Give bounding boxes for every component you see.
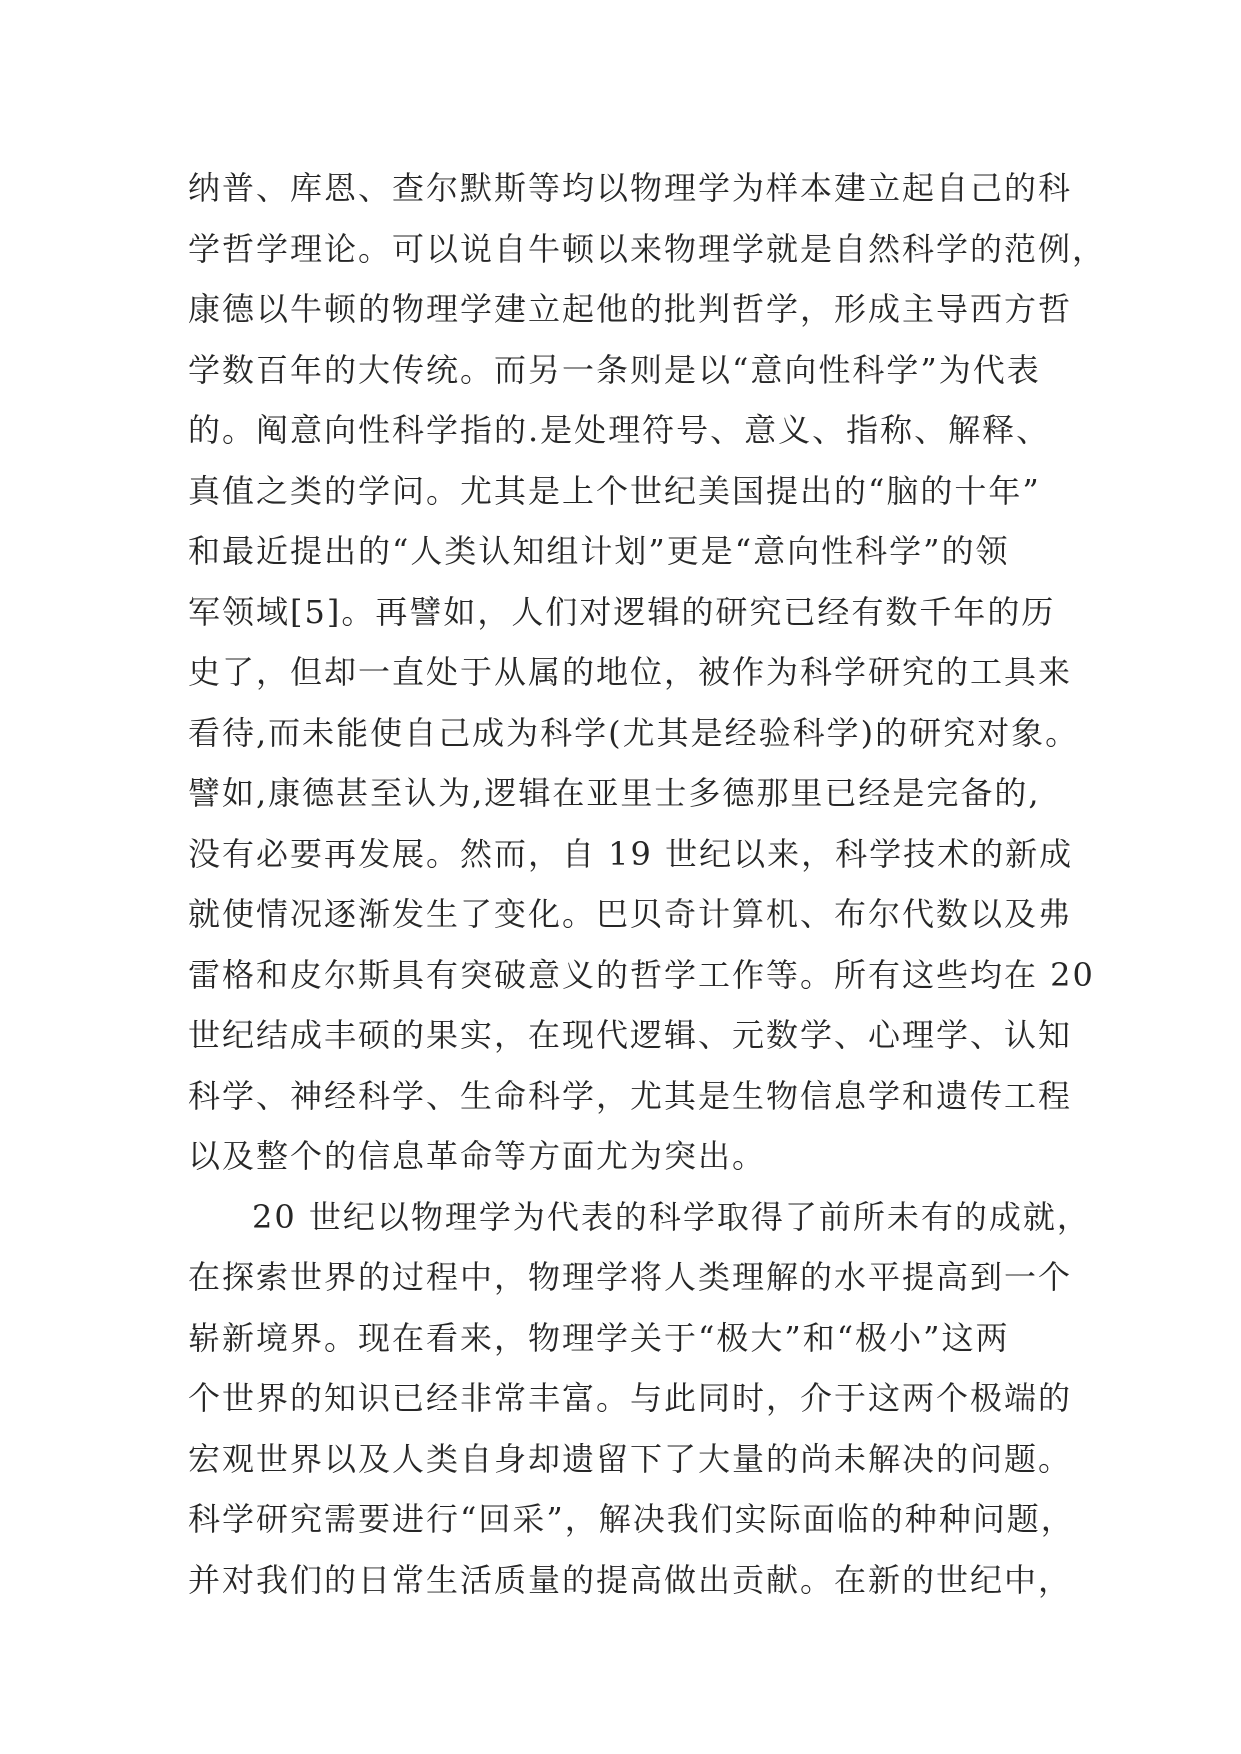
text-line: 以及整个的信息革命等方面尤为突出。	[188, 1137, 767, 1175]
text-line: 世纪结成丰硕的果实，在现代逻辑、元数学、心理学、认知	[188, 1016, 1073, 1054]
text-line: 军领域[5]。再譬如，人们对逻辑的研究已经有数千年的历	[188, 592, 1056, 631]
text-line: 学哲学理论。可以说自牛顿以来物理学就是自然科学的范例，	[188, 229, 1107, 268]
text-line: 雷格和皮尔斯具有突破意义的哲学工作等。所有这些均在 20	[188, 955, 1095, 994]
text-line: 宏观世界以及人类自身却遗留下了大量的尚未解决的问题。	[188, 1439, 1073, 1478]
text-line: 学数百年的大传统。而另一条则是以“意向性科学”为代表	[188, 350, 1041, 389]
text-line: 就使情况逐渐发生了变化。巴贝奇计算机、布尔代数以及弗	[188, 895, 1073, 933]
text-line: 看待,而未能使自己成为科学(尤其是经验科学)的研究对象。	[188, 713, 1080, 752]
text-line: 个世界的知识已经非常丰富。与此同时，介于这两个极端的	[188, 1379, 1073, 1417]
text-line: 譬如,康德甚至认为,逻辑在亚里士多德那里已经是完备的,	[188, 774, 1041, 812]
text-line: 在探索世界的过程中，物理学将人类理解的水平提高到一个	[188, 1258, 1073, 1296]
body-text	[188, 158, 1107, 1610]
text-line: 科学、神经科学、生命科学，尤其是生物信息学和遗传工程	[188, 1076, 1073, 1115]
text-line: 科学研究需要进行“回采”，解决我们实际面临的种种问题，	[188, 1500, 1075, 1538]
text-line: 纳普、库恩、查尔默斯等均以物理学为样本建立起自己的科	[188, 169, 1073, 207]
text-line: 没有必要再发展。然而，自 19 世纪以来，科学技术的新成	[188, 834, 1074, 873]
text-line: 康德以牛顿的物理学建立起他的批判哲学，形成主导西方哲	[188, 290, 1073, 328]
text-line: 崭新境界。现在看来，物理学关于“极大”和“极小”这两	[188, 1318, 1010, 1357]
text-line: 的。阄意向性科学指的.是处理符号、意义、指称、解释、	[188, 411, 1051, 449]
paragraph-start-line: 20 世纪以物理学为代表的科学取得了前所未有的成就，	[252, 1197, 1091, 1236]
text-line: 并对我们的日常生活质量的提高做出贡献。在新的世纪中，	[188, 1560, 1073, 1599]
text-line: 史了，但却一直处于从属的地位，被作为科学研究的工具来	[188, 653, 1073, 691]
text-line: 和最近提出的“人类认知组计划”更是“意向性科学”的领	[188, 532, 1010, 570]
text-line: 真值之类的学问。尤其是上个世纪美国提出的“脑的十年”	[188, 471, 1041, 510]
